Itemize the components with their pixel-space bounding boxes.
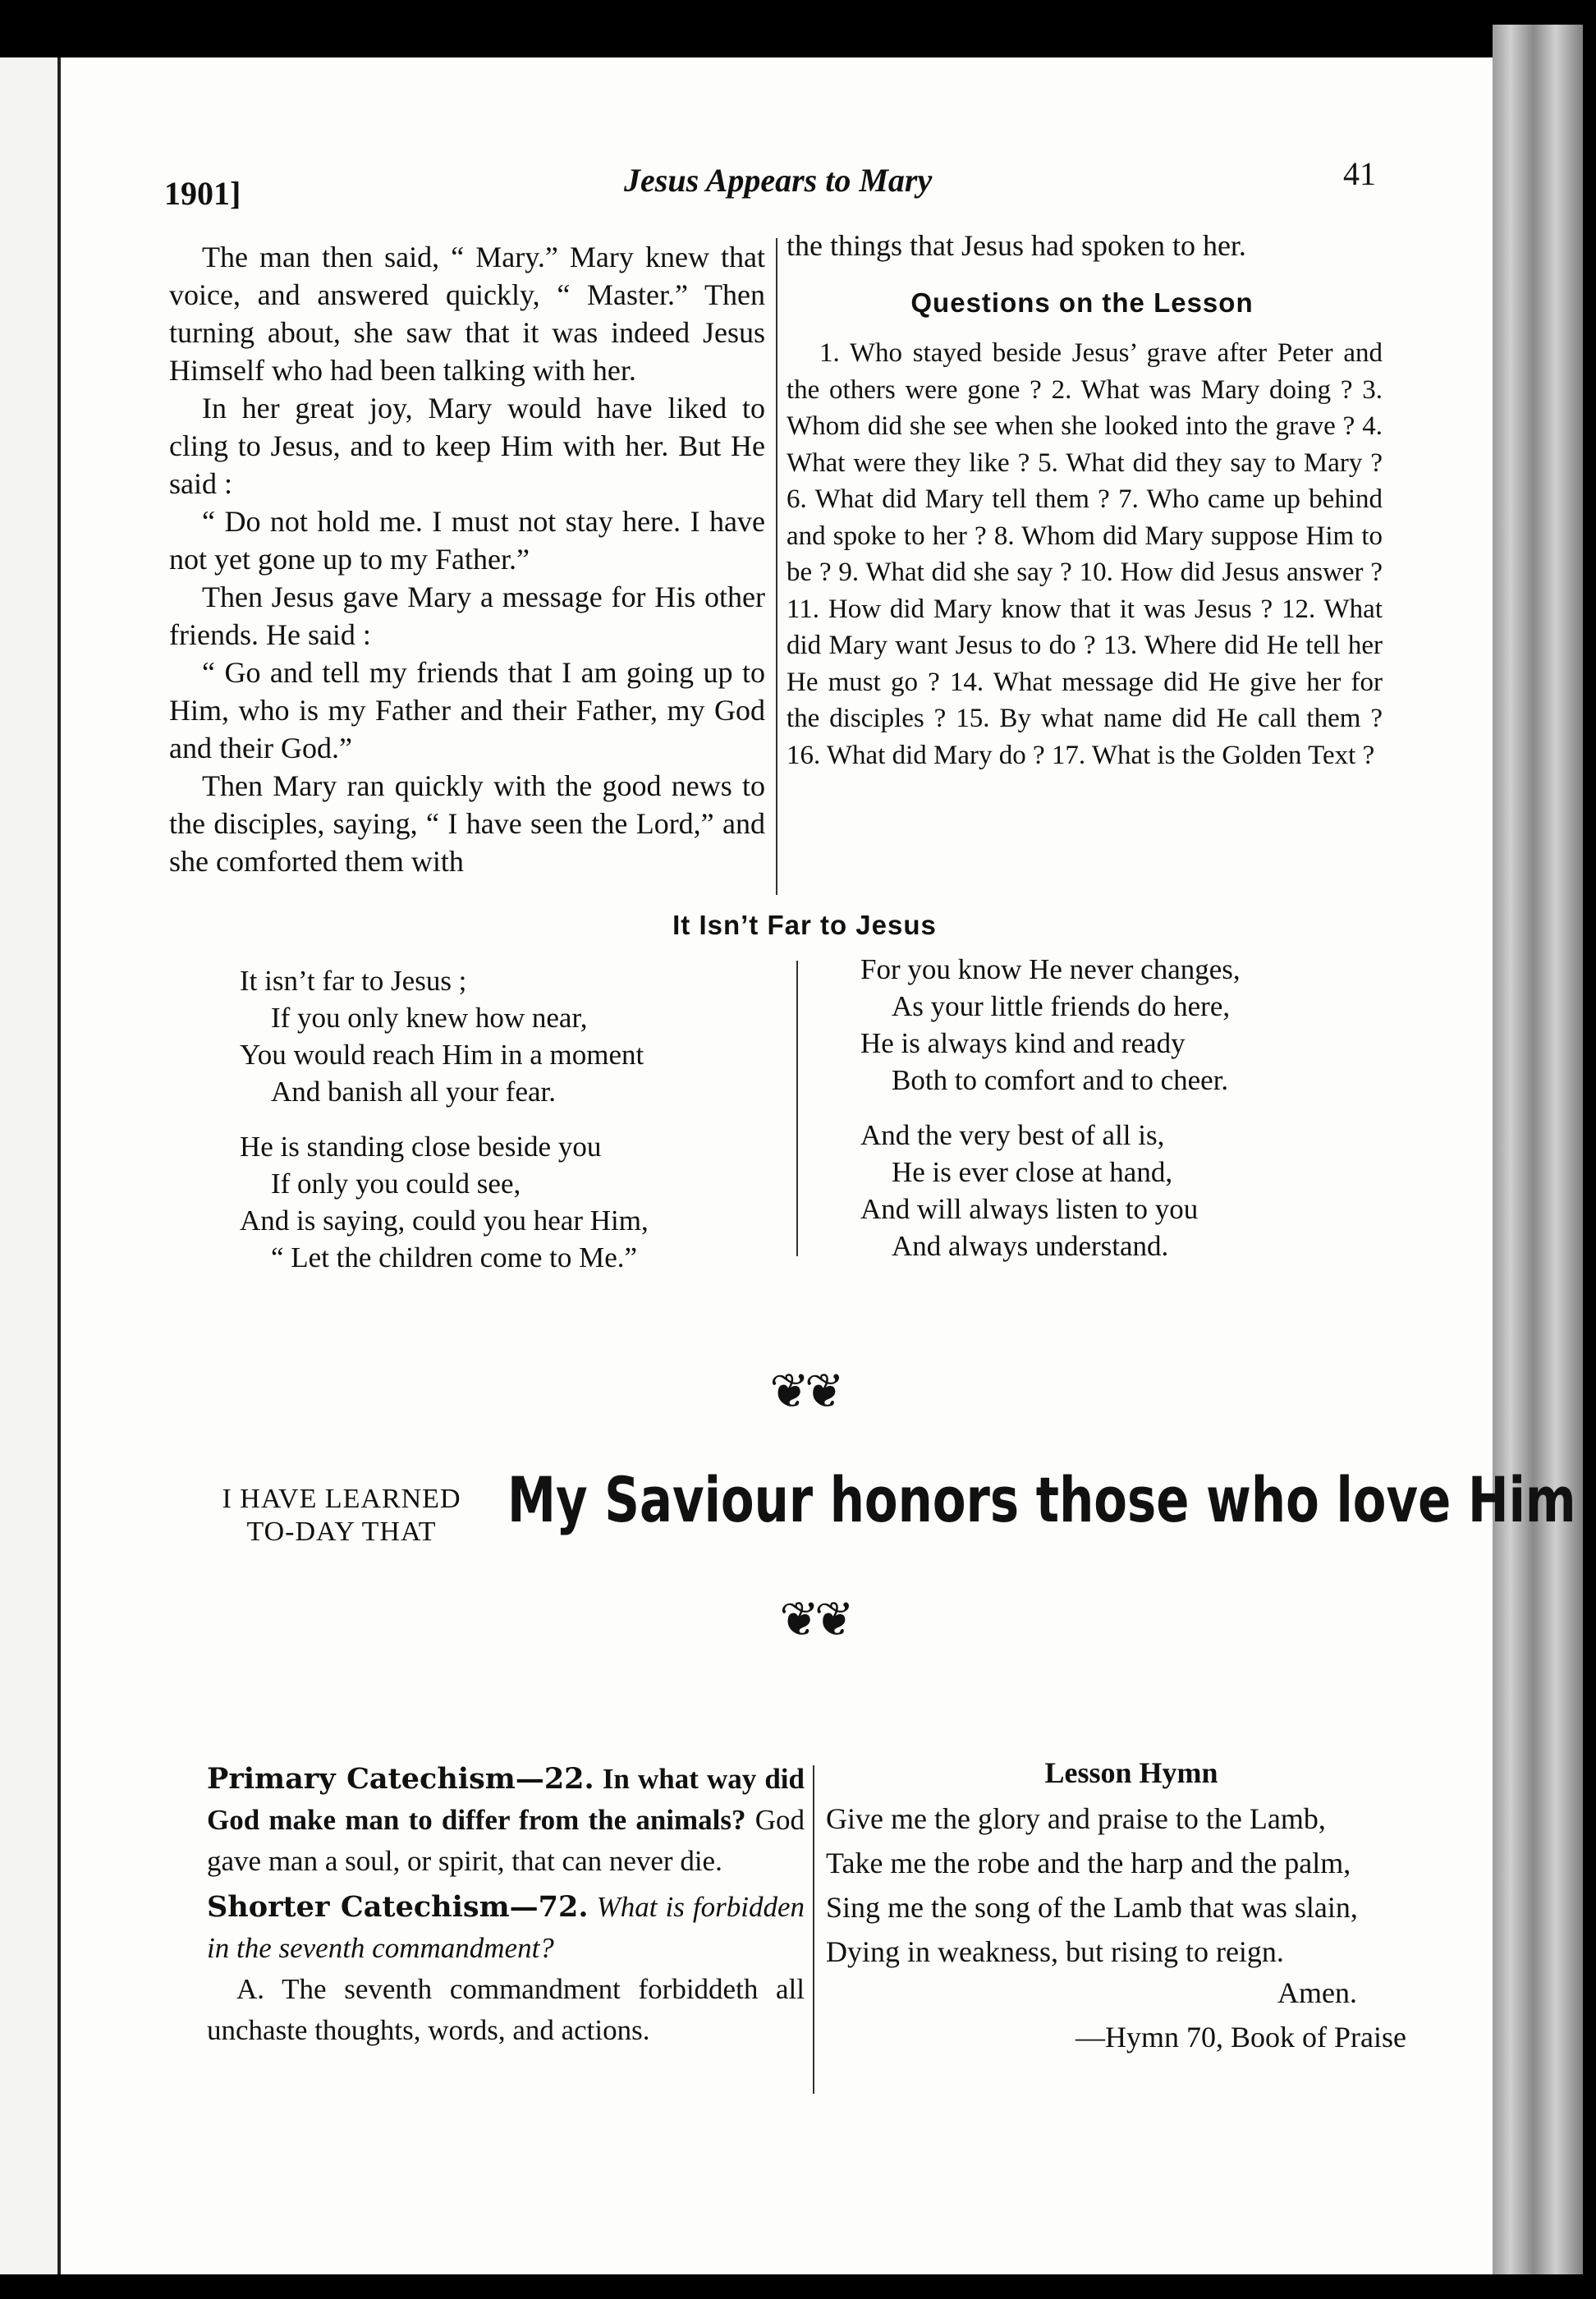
story-paragraph: “ Do not hold me. I must not stay here. I have not yet gone up to my Father.” <box>169 505 765 576</box>
ornament-bottom: ❦❦ <box>779 1593 850 1646</box>
poem-line: He is standing close beside you <box>240 1131 602 1163</box>
page-number: 41 <box>1343 155 1376 192</box>
catechism-divider <box>813 1765 814 2094</box>
poem-line: And always understand. <box>892 1230 1169 1262</box>
poem-left-column <box>240 962 649 1294</box>
story-paragraph: Then Mary ran quickly with the good news to the disciples, saying, “ I have seen the Lord,” and she comforted them with <box>169 769 765 878</box>
poem-line: As your little friends do here, <box>892 990 1231 1022</box>
poem-line: And banish all your fear. <box>271 1076 556 1108</box>
learned-prefix <box>194 1483 489 1549</box>
hymn-line: Give me the glory and praise to the Lamb, <box>826 1802 1326 1835</box>
story-paragraph: In her great joy, Mary would have liked to cling to Jesus, and to keep Him with her. But He said : <box>169 392 765 500</box>
poem-title: It Isn’t Far to Jesus <box>672 910 937 940</box>
running-title: Jesus Appears to Mary <box>624 162 933 199</box>
hymn-source: —Hymn 70, Book of Praise <box>1075 2021 1406 2053</box>
learned-prefix-line: TO-DAY THAT <box>246 1517 437 1547</box>
story-paragraph: The man then said, “ Mary.” Mary knew that voice, and answered quickly, “ Master.” Then turning about, she saw that it was indeed Jesus Himself who had been talking with her. <box>169 241 765 387</box>
primary-catechism-answer: God gave man a soul, or spirit, that can never die. <box>207 1804 805 1877</box>
poem-line: He is ever close at hand, <box>892 1156 1173 1188</box>
story-column <box>169 238 765 880</box>
poem-line: Both to comfort and to cheer. <box>892 1064 1229 1096</box>
shorter-catechism-label: Shorter Catechism—72. <box>207 1890 589 1924</box>
ornament-top: ❦❦ <box>769 1365 840 1418</box>
hymn-heading: Lesson Hymn <box>1044 1756 1218 1789</box>
hymn-line: Dying in weakness, but rising to reign. <box>826 1935 1284 1968</box>
shorter-catechism <box>207 1887 805 1969</box>
story-paragraph: Then Jesus gave Mary a message for His other friends. He said : <box>169 580 765 651</box>
questions-text: 1. Who stayed beside Jesus’ grave after Peter and the others were gone ? 2. What was Mary doing ? 3. Whom did she see when she looked into the grave ? 4. What were they like ? 5. What did they say to Mary ? 6. What did Mary tell them ? 7. Who came up behind and spoke to her ? 8. Whom did Mary suppose Him to be ? 9. What did she say ? 10. How did Jesus answer ? 11. How did Mary know that it was Jesus ? 12. What did Mary want Jesus to do ? 13. Where did He tell her He must go ? 14. What message did He give her for the disciples ? 15. By what name did He call them ? 16. What did Mary do ? 17. What is the Golden Text ? <box>787 338 1383 770</box>
hymn-line: Sing me the song of the Lamb that was slain, <box>826 1891 1358 1924</box>
poem-line: It isn’t far to Jesus ; <box>240 965 467 997</box>
learned-statement: My Saviour honors those who love Him <box>507 1463 1576 1536</box>
shorter-catechism-question: What is forbidden in the seventh commandment? <box>207 1891 805 1964</box>
story-paragraph: “ Go and tell my friends that I am going up to Him, who is my Father and their Father, my God and their God.” <box>169 656 765 764</box>
story-continuation-block <box>787 227 1391 264</box>
poem-line: And is saying, could you hear Him, <box>240 1205 649 1237</box>
poem-line: And will always listen to you <box>860 1193 1199 1225</box>
story-continuation: the things that Jesus had spoken to her. <box>787 229 1246 262</box>
poem-line: For you know He never changes, <box>860 953 1241 985</box>
year-label: 1901] <box>164 175 241 212</box>
column-divider <box>776 238 777 895</box>
questions-heading: Questions on the Lesson <box>910 287 1254 318</box>
catechism-block <box>207 1759 805 2051</box>
poem-line: If you only knew how near, <box>271 1002 588 1034</box>
poem-stanza <box>240 962 649 1110</box>
hymn-line: Take me the robe and the harp and the palm, <box>826 1847 1351 1879</box>
poem-divider <box>796 961 798 1256</box>
poem-line: He is always kind and ready <box>860 1027 1186 1059</box>
poem-line: If only you could see, <box>271 1168 521 1200</box>
learned-prefix-line: I HAVE LEARNED <box>222 1484 461 1514</box>
poem-line: “ Let the children come to Me.” <box>271 1241 638 1273</box>
poem-stanza <box>860 951 1241 1099</box>
shorter-catechism-answer: A. The seventh commandment forbiddeth all unchaste thoughts, words, and actions. <box>207 1973 805 2046</box>
poem-stanza <box>240 1128 649 1276</box>
poem-right-column <box>860 951 1241 1283</box>
primary-catechism-label: Primary Catechism—22. <box>207 1762 594 1796</box>
poem-line: You would reach Him in a moment <box>240 1039 644 1071</box>
poem-stanza <box>860 1117 1241 1264</box>
poem-line: And the very best of all is, <box>860 1119 1165 1151</box>
primary-catechism <box>207 1759 805 1882</box>
book-fore-edge <box>1493 25 1583 2274</box>
questions-block <box>787 335 1383 773</box>
hymn-verse <box>826 1797 1358 1974</box>
facing-page-edge <box>0 57 62 2274</box>
hymn-amen: Amen. <box>1277 1976 1357 2009</box>
primary-catechism-question: In what way did God make man to differ from the animals? <box>207 1763 805 1836</box>
